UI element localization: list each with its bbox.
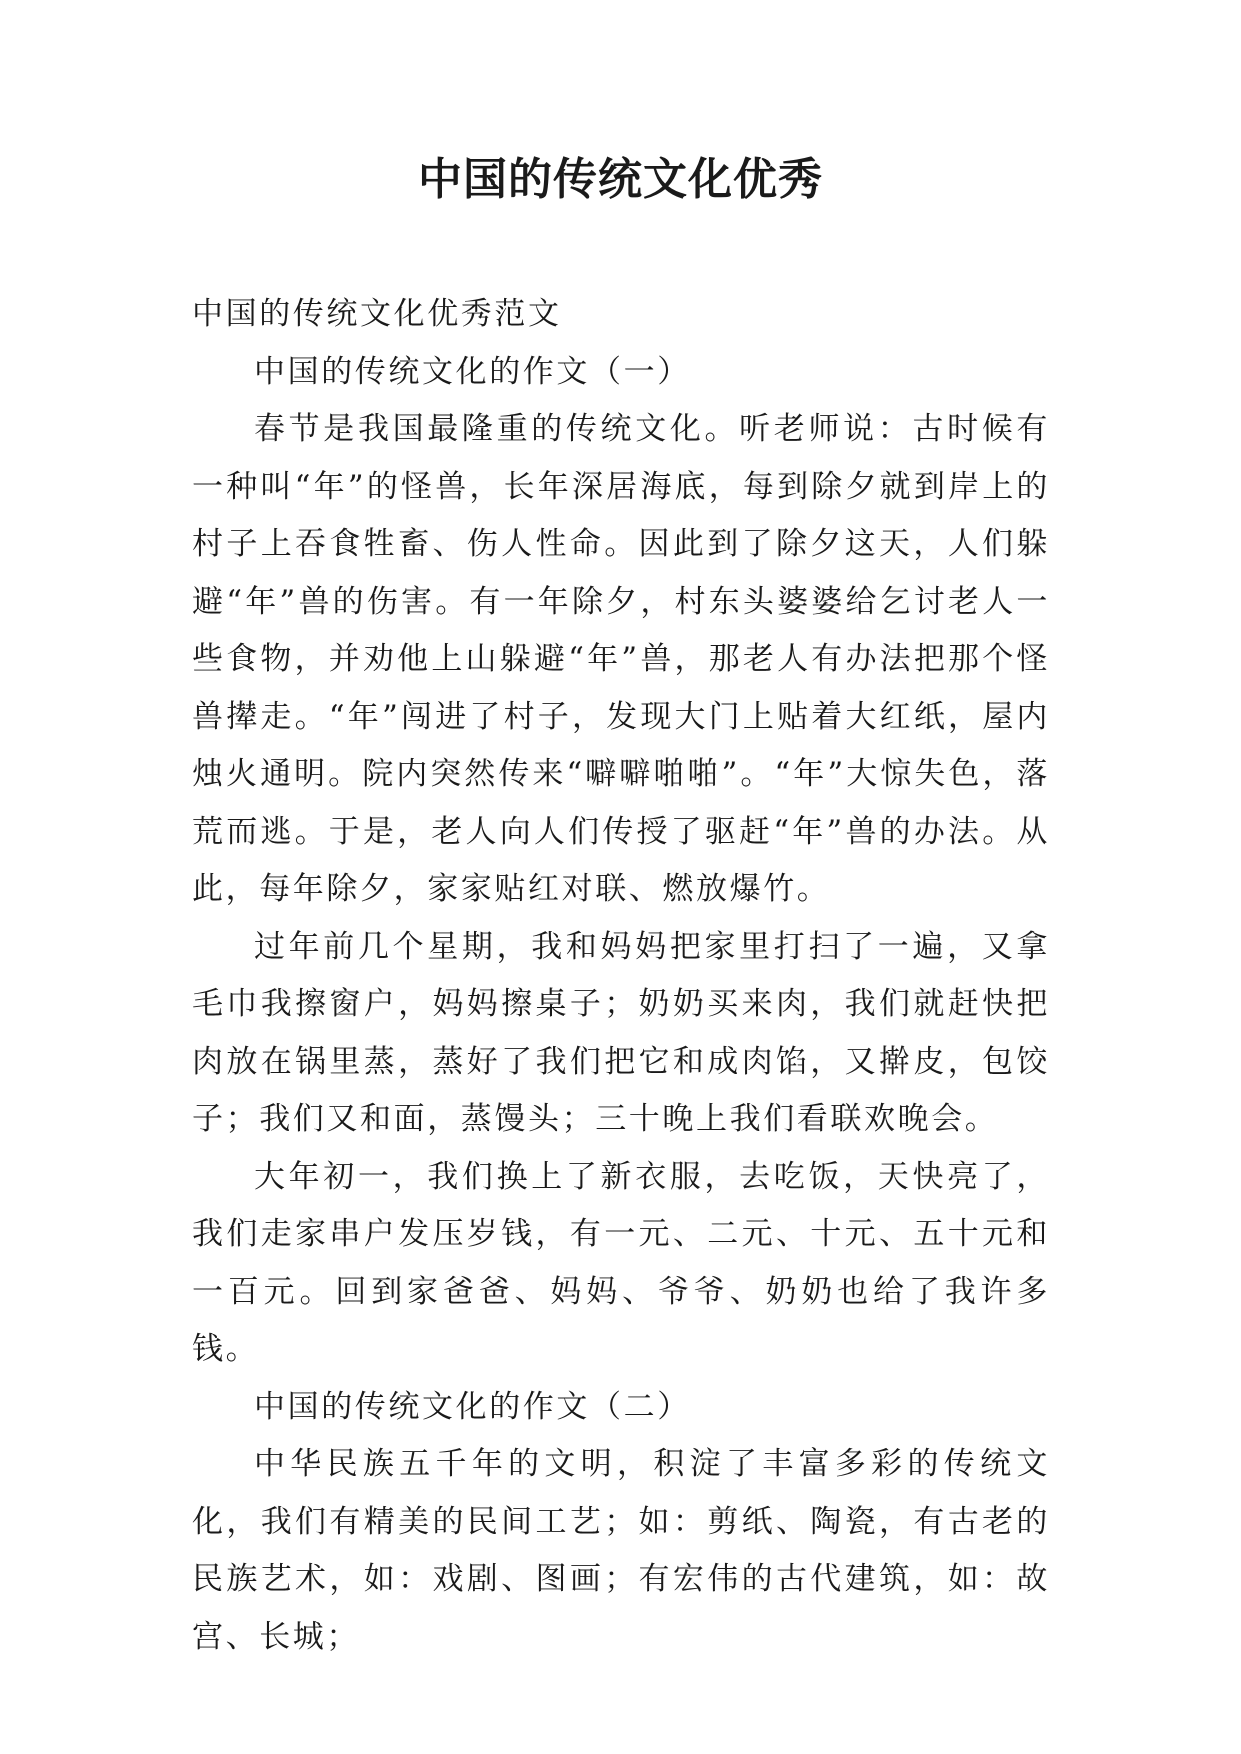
paragraph-subtitle: 中国的传统文化优秀范文 xyxy=(192,296,562,332)
paragraph: 中华民族五千年的文明，积淀了丰富多彩的传统文化，我们有精美的民间工艺；如：剪纸、陶瓷，有古老的民族艺术，如：戏剧、图画；有宏伟的古代建筑，如：故宫、长城； xyxy=(192,1446,1050,1655)
section-heading-1: 中国的传统文化的作文（一） xyxy=(254,353,691,390)
paragraph: 大年初一，我们换上了新衣服，去吃饭，天快亮了，我们走家串户发压岁钱，有一元、二元、十元、五十元和一百元。回到家爸爸、妈妈、爷爷、奶奶也给了我许多钱。 xyxy=(192,1158,1050,1367)
page-title: 中国的传统文化优秀 xyxy=(418,154,823,205)
section-heading-2: 中国的传统文化的作文（二） xyxy=(254,1388,691,1425)
paragraph: 春节是我国最隆重的传统文化。听老师说：古时候有一种叫“年”的怪兽，长年深居海底，每到除夕就到岸上的村子上吞食牲畜、伤人性命。因此到了除夕这天，人们躲避“年”兽的伤害。有一年除夕，村东头婆婆给乞讨老人一些食物，并劝他上山躲避“年”兽，那老人有办法把那个怪兽撵走。“年”闯进了村子，发现大门上贴着大红纸，屋内烛火通明。院内突然传来“噼噼啪啪”。“年”大惊失色，落荒而逃。于是，老人向人们传授了驱赶“年”兽的办法。从此，每年除夕，家家贴红对联、燃放爆竹。 xyxy=(192,411,1050,907)
document-body xyxy=(192,286,1050,1666)
paragraph: 过年前几个星期，我和妈妈把家里打扫了一遍，又拿毛巾我擦窗户，妈妈擦桌子；奶奶买来肉，我们就赶快把肉放在锅里蒸，蒸好了我们把它和成肉馅，又擀皮，包饺子；我们又和面，蒸馒头；三十晚上我们看联欢晚会。 xyxy=(192,928,1050,1137)
